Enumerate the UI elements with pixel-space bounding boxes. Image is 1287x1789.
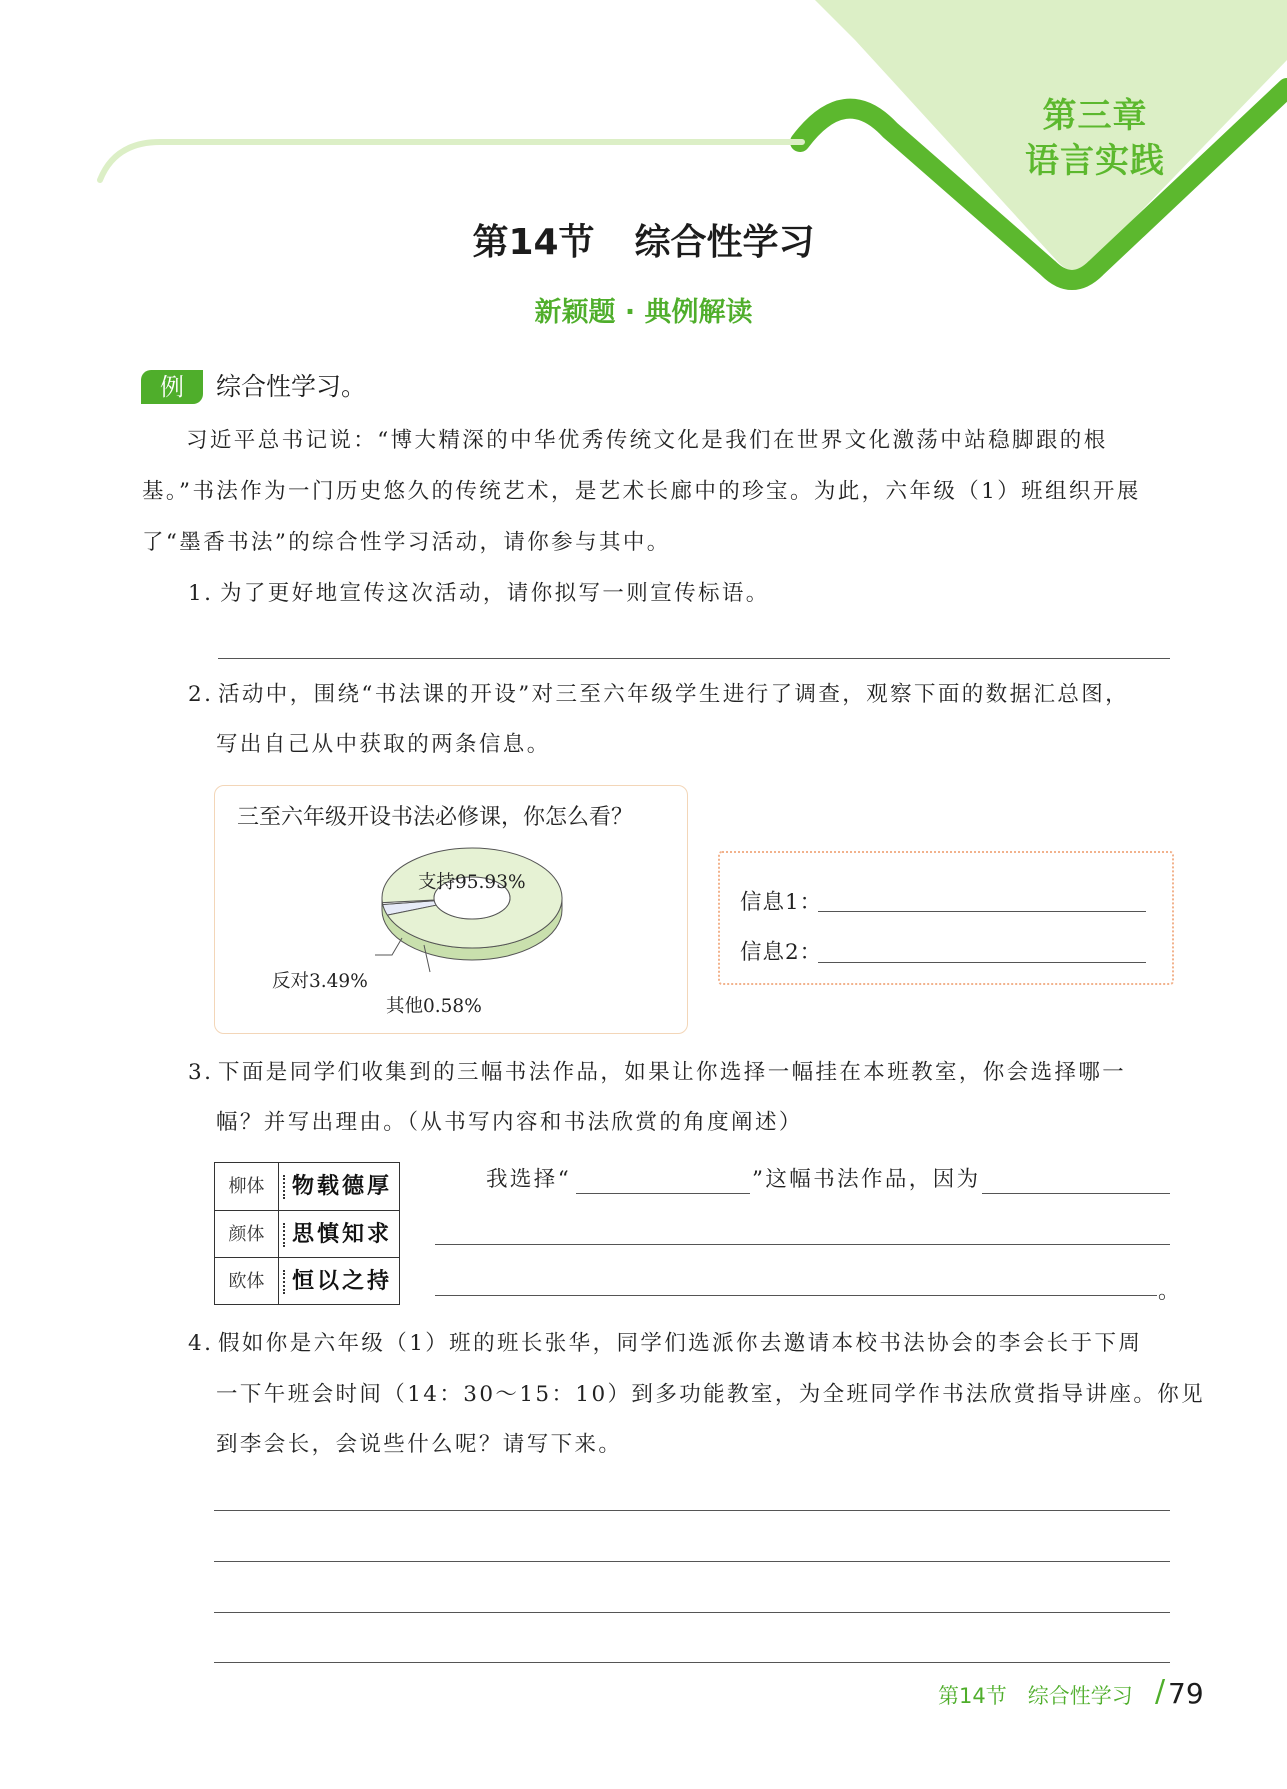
q4-answer-line-2[interactable]: [214, 1561, 1170, 1562]
example-title: 综合性学习。: [216, 372, 367, 401]
question-3: [190, 1047, 1126, 1098]
question-4-line2: 一下午班会时间（14：30～15：10）到多功能教室，为全班同学作书法欣赏指导讲座。你见: [216, 1382, 1206, 1407]
chapter-name: 语言实践: [1025, 141, 1165, 181]
q3-answer-middle: ”这幅书法作品，因为: [752, 1167, 981, 1192]
calligraphy-work: 恒以之持: [283, 1258, 392, 1305]
question-3-line2: 幅？并写出理由。（从书写内容和书法欣赏的角度阐述）: [216, 1110, 803, 1135]
leader-oppose: [375, 938, 402, 955]
calligraphy-work: 物载德厚: [283, 1163, 392, 1210]
footer-section-label: 第14节 综合性学习: [938, 1684, 1133, 1708]
question-4-line3: 到李会长，会说些什么呢？请写下来。: [216, 1432, 623, 1457]
question-3-line1: 下面是同学们收集到的三幅书法作品，如果让你选择一幅挂在本班教室，你会选择哪一: [218, 1060, 1127, 1085]
calligraphy-style: 颜体: [215, 1211, 279, 1258]
question-1-number: 1.: [188, 581, 214, 606]
label-support: 支持95.93%: [418, 872, 526, 893]
section-number: 第14节: [472, 222, 595, 263]
q4-answer-line-3[interactable]: [214, 1612, 1170, 1613]
question-1-text: 为了更好地宣传这次活动，请你拟写一则宣传标语。: [220, 581, 770, 606]
example-tag: 例: [141, 370, 203, 404]
calligraphy-row: [215, 1163, 399, 1210]
q3-choice-line[interactable]: [576, 1193, 750, 1194]
calligraphy-row: [215, 1210, 399, 1258]
chapter-number: 第三章: [1042, 96, 1148, 136]
q3-reason-line-2[interactable]: [435, 1244, 1170, 1245]
section-name: 综合性学习: [634, 222, 815, 263]
q4-answer-line-1[interactable]: [214, 1510, 1170, 1511]
info1-answer-line[interactable]: [818, 911, 1146, 912]
question-2-line2: 写出自己从中获取的两条信息。: [216, 732, 551, 757]
question-4-line1: 假如你是六年级（1）班的班长张华，同学们选派你去邀请本校书法协会的李会长于下周: [218, 1331, 1143, 1356]
seal-mark-icon: [283, 1270, 288, 1294]
section-subtitle: 新颖题 · 典例解读: [534, 297, 753, 328]
question-3-number: 3.: [188, 1060, 214, 1085]
calligraphy-work: 思慎知求: [283, 1211, 392, 1258]
info2-label: 信息2：: [740, 940, 823, 965]
calligraphy-table: [214, 1162, 400, 1305]
question-1: [190, 568, 770, 619]
info2-answer-line[interactable]: [818, 962, 1146, 963]
calligraphy-style: 柳体: [215, 1163, 279, 1210]
question-2-number: 2.: [188, 682, 214, 707]
question-4: [190, 1318, 1142, 1369]
page-number: 79: [1168, 1677, 1204, 1710]
answer-line-q1[interactable]: [218, 658, 1170, 659]
intro-paragraph: 习近平总书记说：“博大精深的中华优秀传统文化是我们在世界文化激荡中站稳脚跟的根基。”书法作为一门历史悠久的传统艺术，是艺术长廊中的珍宝。为此，六年级（1）班组织开展了“墨香书法”的综合性学习活动，请你参与其中。: [142, 428, 1141, 555]
calligraphy-style: 欧体: [215, 1258, 279, 1305]
chart-title: 三至六年级开设书法必修课，你怎么看？: [237, 805, 634, 830]
question-4-number: 4.: [188, 1331, 214, 1356]
q3-reason-line-3[interactable]: [435, 1295, 1157, 1296]
label-other: 其他0.58%: [386, 996, 482, 1017]
seal-mark-icon: [283, 1223, 288, 1247]
calligraphy-row: [215, 1257, 399, 1305]
seal-mark-icon: [283, 1175, 288, 1199]
section-title: [0, 214, 1287, 265]
footer-divider: /: [1155, 1674, 1166, 1709]
question-2-line1: 活动中，围绕“书法课的开设”对三至六年级学生进行了调查，观察下面的数据汇总图，: [218, 682, 1130, 707]
label-oppose: 反对3.49%: [272, 971, 368, 992]
q3-answer-prefix: 我选择“: [486, 1167, 572, 1192]
info1-label: 信息1：: [740, 890, 823, 915]
q3-reason-line-1[interactable]: [982, 1193, 1170, 1194]
header-rule: [100, 142, 802, 180]
question-2: [190, 669, 1129, 720]
q3-answer-end: 。: [1158, 1279, 1182, 1304]
q4-answer-line-4[interactable]: [214, 1662, 1170, 1663]
